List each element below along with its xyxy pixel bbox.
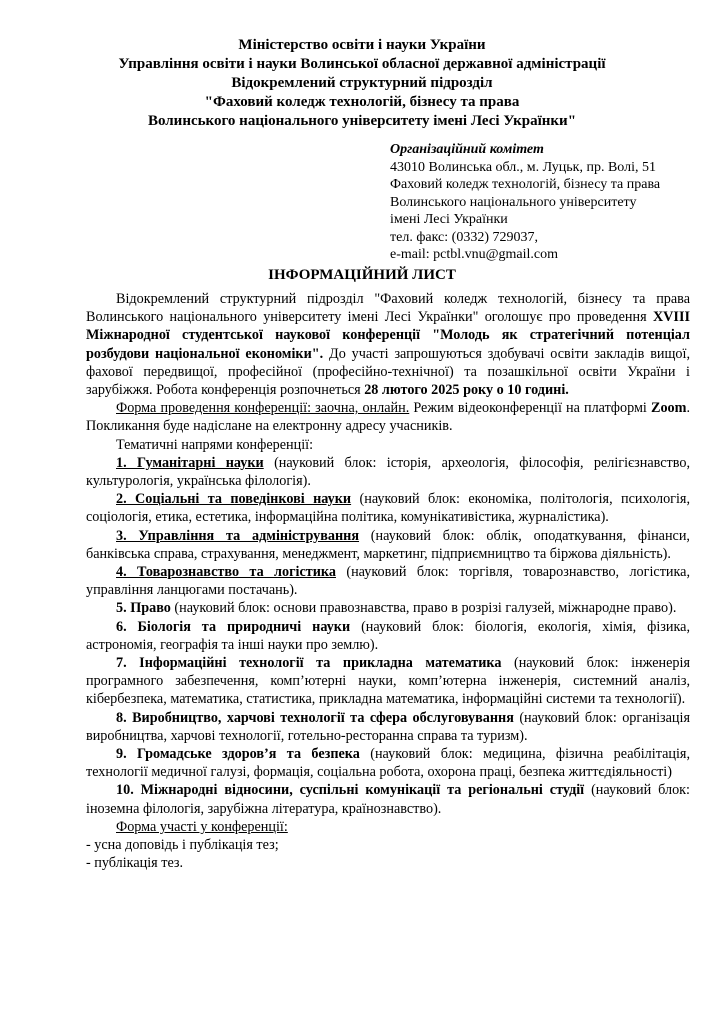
topics-heading: Тематичні напрями конференції: xyxy=(116,436,314,453)
format-paragraph: Форма проведення конференції: заочна, онлайн. Режим відеоконференції на платформі Zoom. Покликання буде надіслане на електронну адресу учасників. xyxy=(86,400,690,435)
participation-item: - усна доповідь і публікація тез; xyxy=(86,837,279,854)
address-line: 43010 Волинська обл., м. Луцьк, пр. Волі, 51 xyxy=(390,159,656,175)
topic-item: 10. Міжнародні відносини, суспільні комунікації та регіональні студії (науковий блок: іноземна філологія, зарубіжна література, країнознавство). xyxy=(86,782,690,817)
org-committee: Організаційний комітет xyxy=(390,142,544,157)
address-block xyxy=(390,141,710,264)
university-line: Волинського національного університету імені Лесі Українки" xyxy=(147,113,577,129)
address-line: Фаховий коледж технологій, бізнесу та права xyxy=(390,177,661,192)
topic-item: 7. Інформаційні технології та прикладна математика (науковий блок: інженерія програмного забезпечення, комп’ютерні науки, комп’ютерна інженерія, системний аналіз, кібербезпека, математика, статистика, прикладна математика, інформаційні системи та технології). xyxy=(86,655,690,708)
address-line: імені Лесі Українки xyxy=(390,212,508,227)
topic-item: 4. Товарознавство та логістика (науковий блок: торгівля, товарознавство, логістика, управління ланцюгами постачань). xyxy=(86,564,691,599)
topic-item: 5. Право (науковий блок: основи правознавства, право в розрізі галузей, міжнародне право). xyxy=(116,600,677,617)
document-body xyxy=(86,290,690,873)
topic-item: 6. Біологія та природничі науки (науковий блок: біологія, екологія, хімія, фізика, астрономія, географія та інші науки про землю). xyxy=(86,618,690,653)
email-line: e-mail: pctbl.vnu@gmail.com xyxy=(390,247,559,262)
address-line: Волинського національного університету xyxy=(390,194,637,210)
participation-item: - публікація тез. xyxy=(86,855,184,872)
subdivision-line: Відокремлений структурний підрозділ xyxy=(231,75,493,91)
participation-heading: Форма участі у конференції: xyxy=(116,818,288,835)
topic-item: 1. Гуманітарні науки (науковий блок: історія, археологія, філософія, релігієзнавство, культурологія, українська філологія). xyxy=(86,454,690,490)
topic-item: 3. Управління та адміністрування (науковий блок: облік, оподаткування, фінанси, банківська справа, страхування, менеджмент, маркетинг, підприємництво та біржова діяльність). xyxy=(86,527,690,562)
topic-item: 8. Виробництво, харчові технології та сфера обслуговування (науковий блок: організація виробництва, харчові технології, готельно-ресторанна справа та туризм). xyxy=(86,709,690,744)
college-line: "Фаховий коледж технологій, бізнесу та права xyxy=(204,94,520,110)
document-title: ІНФОРМАЦІЙНИЙ ЛИСТ xyxy=(268,267,456,283)
ministry-line: Міністерство освіти і науки України xyxy=(238,37,486,53)
topic-item: 9. Громадське здоров’я та безпека (науковий блок: медицина, фізична реабілітація, технології медичної галузі, формація, соціальна робота, охорона праці, безпека життєдіяльності) xyxy=(86,746,690,781)
topic-item: 2. Соціальні та поведінкові науки (науковий блок: економіка, політологія, психологія, соціологія, етика, естетика, інформаційна політика, комунікативістика, журналістика). xyxy=(86,491,690,526)
phone-line: тел. факс: (0332) 729037, xyxy=(390,229,538,245)
intro-paragraph: Відокремлений структурний підрозділ "Фаховий коледж технологій, бізнесу та права Волинського національного університету імені Лесі Українки" оголошує про проведення XVIII Міжнародної студентської наукової конференції "Молодь як стратегічний потенціал розбудови національної економіки". До участі запрошуються здобувачі освіти закладів вищої, фахової передвищої, професійної (професійно-технічної) та позашкільної освіти України і зарубіжжя. Робота конференція розпочнеться 28 лютого 2025 року о 10 годині. xyxy=(86,291,690,399)
department-line: Управління освіти і науки Волинської обласної державної адміністрації xyxy=(118,56,606,72)
